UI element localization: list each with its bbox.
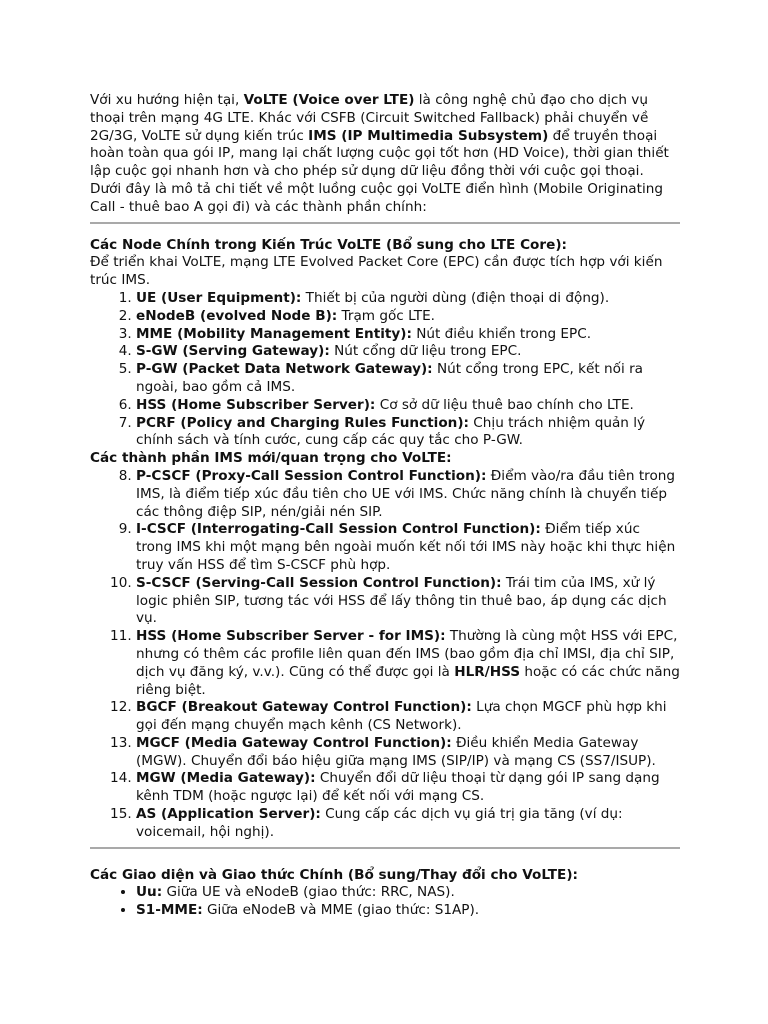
list-item-term: AS (Application Server): bbox=[136, 806, 321, 823]
section-heading-interfaces: Các Giao diện và Giao thức Chính (Bổ sung/Thay đổi cho VoLTE): bbox=[90, 866, 578, 883]
list-item-term: MGW (Media Gateway): bbox=[136, 770, 316, 787]
list-item-term: MGCF (Media Gateway Control Function): bbox=[136, 734, 452, 751]
section-heading-ims: Các thành phần IMS mới/quan trọng cho VoLTE: bbox=[90, 450, 452, 467]
list-item-term: HSS (Home Subscriber Server): bbox=[136, 396, 376, 413]
list-item-desc: Điểm vào/ra đầu tiên trong IMS, là điểm tiếp xúc đầu tiên cho UE với IMS. Chức năng chính là chuyển tiếp các thông điệp SIP, nén/giải nén SIP. bbox=[136, 467, 676, 520]
document-content bbox=[90, 92, 680, 920]
list-item-term: I-CSCF (Interrogating-Call Session Control Function): bbox=[136, 521, 541, 538]
list-item bbox=[136, 343, 680, 361]
list-item-desc: Chuyển đổi dữ liệu thoại từ dạng gói IP sang dạng kênh TDM (hoặc ngược lại) để kết nối với mạng CS. bbox=[136, 770, 660, 805]
section-intro: Để triển khai VoLTE, mạng LTE Evolved Packet Core (EPC) cần được tích hợp với kiến trúc IMS. bbox=[90, 254, 663, 289]
list-item bbox=[136, 699, 680, 735]
intro-bold-ims: IMS (IP Multimedia Subsystem) bbox=[308, 127, 549, 144]
list-item-desc: Điểm tiếp xúc trong IMS khi một mạng bên ngoài muốn kết nối tới IMS này hoặc khi thực hiện truy vấn HSS để tìm S-CSCF phù hợp. bbox=[136, 521, 676, 573]
intro-text: để truyền thoại hoàn toàn qua gói IP, mang lại chất lượng cuộc gọi tốt hơn (HD Voice), thời gian thiết lập cuộc gọi nhanh hơn và cho phép sử dụng dữ liệu đồng thời với cuộc gọi thoại. bbox=[90, 127, 669, 180]
list-item-desc: Điều khiển Media Gateway (MGW). Chuyển đổi báo hiệu giữa mạng IMS (SIP/IP) và mạng CS (SS7/ISUP). bbox=[136, 734, 656, 769]
list-item-desc: Thường là cùng một HSS với EPC, nhưng có thêm các profile liên quan đến IMS (bao gồm địa chỉ IMSI, địa chỉ SIP, dịch vụ đăng ký, v.v.). Cũng có thể được gọi là bbox=[136, 628, 678, 680]
list-item-desc: Nút cổng dữ liệu trong EPC. bbox=[329, 343, 522, 360]
list-item-desc: Trái tim của IMS, xử lý logic phiên SIP, tương tác với HSS để lấy thông tin thuê bao, áp dụng các dịch vụ. bbox=[136, 574, 667, 627]
ims-list bbox=[90, 468, 680, 842]
list-item-desc: Nút điều khiển trong EPC. bbox=[411, 325, 592, 342]
list-item-term: HLR/HSS bbox=[454, 663, 521, 680]
list-item bbox=[136, 806, 680, 842]
list-item-desc: Chịu trách nhiệm quản lý chính sách và tính cước, cung cấp các quy tắc cho P-GW. bbox=[136, 414, 646, 449]
list-item-desc: Cơ sở dữ liệu thuê bao chính cho LTE. bbox=[375, 396, 634, 413]
intro-paragraph-2: Dưới đây là mô tả chi tiết về một luồng cuộc gọi VoLTE điển hình (Mobile Originating Call - thuê bao A gọi đi) và các thành phần chính: bbox=[90, 180, 663, 215]
list-item-term: P-CSCF (Proxy-Call Session Control Function): bbox=[136, 467, 487, 484]
list-item bbox=[136, 902, 680, 920]
list-item bbox=[136, 521, 680, 574]
list-item-desc: Thiết bị của người dùng (điện thoại di động). bbox=[301, 289, 610, 306]
intro-text: là công nghệ chủ đạo cho dịch vụ thoại trên mạng 4G LTE. Khác với CSFB (Circuit Switched Fallback) phải chuyển về 2G/3G, VoLTE sử dụng kiến trúc bbox=[90, 92, 649, 144]
list-item bbox=[136, 468, 680, 521]
list-item-term: Uu: bbox=[136, 884, 163, 901]
section-heading-nodes: Các Node Chính trong Kiến Trúc VoLTE (Bổ sung cho LTE Core): bbox=[90, 236, 567, 253]
list-item-desc: Giữa UE và eNodeB (giao thức: RRC, NAS). bbox=[162, 884, 455, 901]
list-item bbox=[136, 308, 680, 326]
horizontal-rule bbox=[90, 222, 680, 224]
horizontal-rule bbox=[90, 847, 680, 849]
list-item bbox=[136, 326, 680, 344]
list-item-term: eNodeB (evolved Node B): bbox=[136, 307, 338, 324]
list-item-desc: Nút cổng trong EPC, kết nối ra ngoài, bao gồm cả IMS. bbox=[136, 361, 643, 395]
list-item bbox=[136, 735, 680, 771]
list-item-desc: Trạm gốc LTE. bbox=[337, 307, 435, 324]
list-item bbox=[136, 884, 680, 902]
list-item bbox=[136, 397, 680, 415]
list-item-desc: Giữa eNodeB và MME (giao thức: S1AP). bbox=[202, 902, 480, 919]
list-item-term: S1-MME: bbox=[136, 902, 203, 919]
list-item-desc: hoặc có các chức năng riêng biệt. bbox=[136, 663, 680, 698]
list-item-term: HSS (Home Subscriber Server - for IMS): bbox=[136, 628, 446, 645]
list-item bbox=[136, 415, 680, 451]
list-item bbox=[136, 628, 680, 699]
list-item-term: UE (User Equipment): bbox=[136, 289, 302, 306]
intro-text: Với xu hướng hiện tại, bbox=[90, 92, 244, 108]
list-item bbox=[136, 575, 680, 628]
nodes-list bbox=[90, 290, 680, 450]
intro-bold-volte: VoLTE (Voice over LTE) bbox=[243, 92, 415, 108]
interfaces-list bbox=[90, 884, 680, 920]
intro-paragraph bbox=[90, 92, 680, 181]
list-item bbox=[136, 770, 680, 806]
list-item-term: BGCF (Breakout Gateway Control Function): bbox=[136, 699, 472, 716]
list-item-term: P-GW (Packet Data Network Gateway): bbox=[136, 361, 433, 378]
list-item bbox=[136, 290, 680, 308]
list-item bbox=[136, 361, 680, 397]
list-item-term: S-GW (Serving Gateway): bbox=[136, 343, 330, 360]
list-item-term: S-CSCF (Serving-Call Session Control Function): bbox=[136, 574, 502, 591]
list-item-term: MME (Mobility Management Entity): bbox=[136, 325, 412, 342]
list-item-term: PCRF (Policy and Charging Rules Function): bbox=[136, 414, 469, 431]
list-item-desc: Cung cấp các dịch vụ giá trị gia tăng (ví dụ: voicemail, hội nghị). bbox=[136, 806, 623, 840]
list-item-desc: Lựa chọn MGCF phù hợp khi gọi đến mạng chuyển mạch kênh (CS Network). bbox=[136, 699, 667, 734]
